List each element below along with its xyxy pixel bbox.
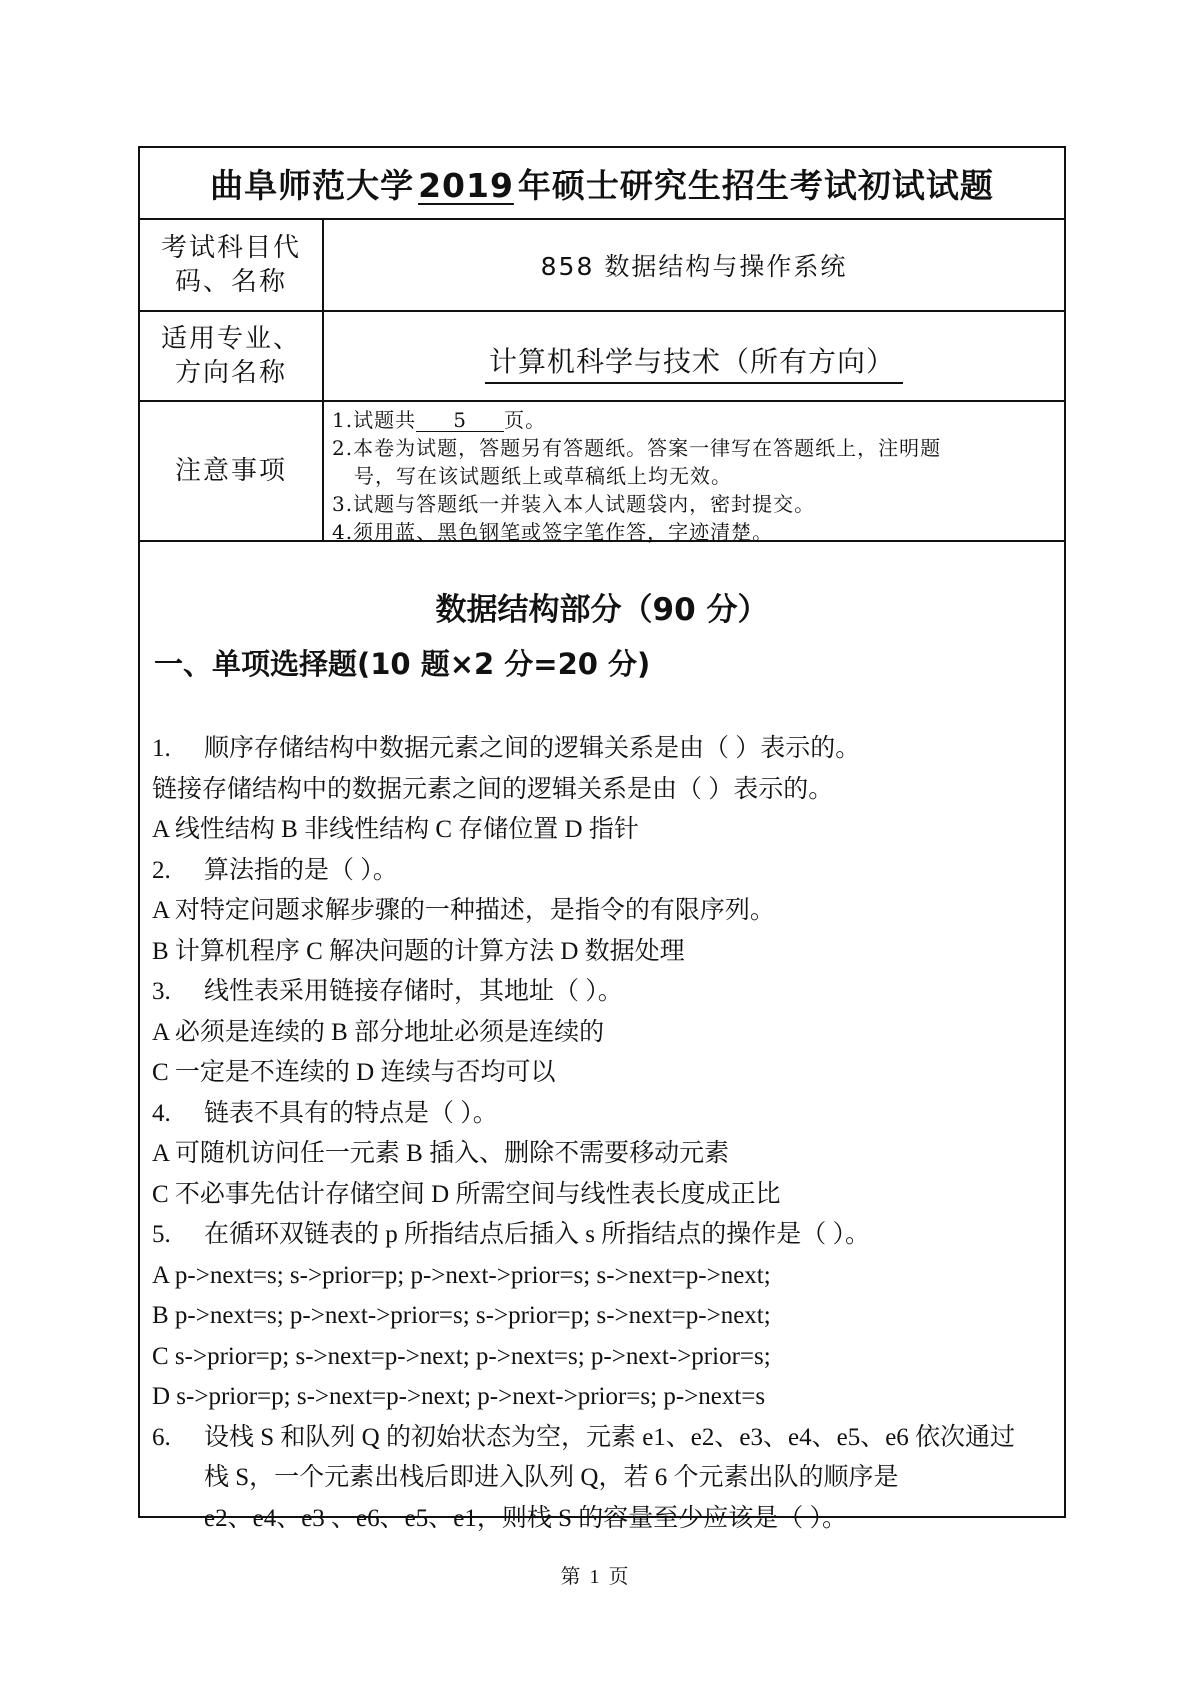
- note-1-prefix: 1.试题共: [332, 408, 417, 432]
- page-footer: 第 1 页: [560, 1566, 631, 1588]
- question-6-line3: e2、e4、e3 、e6、e5、e1，则栈 S 的容量至少应该是（ ）。: [204, 1504, 847, 1532]
- question-2: [152, 851, 1056, 892]
- question-3: [152, 972, 1056, 1013]
- note-3: 3.试题与答题纸一并装入本人试题袋内，密封提交。: [332, 492, 816, 516]
- question-2-options-bcd: B 计算机程序 C 解决问题的计算方法 D 数据处理: [152, 937, 685, 965]
- notes-label: 注意事项: [140, 402, 324, 540]
- subject-value-cell: [324, 220, 1064, 310]
- question-text: 设栈 S 和队列 Q 的初始状态为空，元素 e1、e2、e3、e4、e5、e6 依次通过: [204, 1423, 1016, 1451]
- question-4-options-ab: A 可随机访问任一元素 B 插入、删除不需要移动元素: [152, 1140, 730, 1167]
- note-1-suffix: 页。: [504, 408, 547, 432]
- question-4: [152, 1094, 1056, 1135]
- question-1-line2: 链接存储结构中的数据元素之间的逻辑关系是由（ ）表示的。: [152, 775, 834, 803]
- question-text: 顺序存储结构中数据元素之间的逻辑关系是由（ ）表示的。: [204, 735, 861, 762]
- question-number: 2.: [152, 856, 171, 884]
- note-4: 4.须用蓝、黑色钢笔或签字笔作答，字迹清楚。: [332, 520, 774, 544]
- major-value: 计算机科学与技术（所有方向）: [485, 340, 903, 384]
- question-number: 5.: [152, 1221, 171, 1248]
- title-suffix: 年硕士研究生招生考试初试试题: [517, 165, 994, 205]
- question-3-options-cd: C 一定是不连续的 D 连续与否均可以: [152, 1059, 556, 1086]
- subject-label-line2: 码、名称: [174, 267, 287, 297]
- question-number: 4.: [152, 1099, 171, 1127]
- exam-title: [210, 160, 994, 207]
- question-number: 6.: [152, 1423, 171, 1451]
- question-text: 线性表采用链接存储时，其地址（ ）。: [204, 978, 623, 1005]
- question-4-options-cd: C 不必事先估计存储空间 D 所需空间与线性表长度成正比: [152, 1180, 781, 1208]
- title-year: 2019: [418, 165, 514, 205]
- major-label: [140, 312, 324, 400]
- subject-label: [140, 220, 324, 310]
- subject-value: 858 数据结构与操作系统: [540, 252, 848, 281]
- title-university: 曲阜师范大学: [210, 165, 415, 205]
- question-6: [152, 1418, 1056, 1459]
- exam-frame: [138, 146, 1066, 1532]
- question-6-line2: 栈 S，一个元素出栈后即进入队列 Q，若 6 个元素出队的顺序是: [204, 1464, 899, 1491]
- question-text: 算法指的是（ ）。: [204, 856, 398, 884]
- question-2-option-a: A 对特定问题求解步骤的一种描述，是指令的有限序列。: [152, 897, 775, 924]
- subject-label-line1: 考试科目代: [160, 233, 301, 263]
- part-title: 一、单项选择题(10 题×2 分=20 分): [154, 647, 651, 681]
- notes-row: [140, 402, 1064, 542]
- page-count: 5: [416, 409, 504, 432]
- notes-list: [332, 406, 1050, 546]
- question-5: [152, 1215, 1056, 1256]
- major-row: [140, 312, 1064, 402]
- note-2: 2.本卷为试题，答题另有答题纸。答案一律写在答题纸上，注明题: [332, 436, 942, 460]
- question-5-option-d: D s->prior=p; s->next=p->next; p->next->prior=s; p->next=s: [152, 1383, 766, 1410]
- title-row: [140, 148, 1064, 220]
- question-text: 在循环双链表的 p 所指结点后插入 s 所指结点的操作是（ ）。: [204, 1221, 870, 1248]
- question-5-option-c: C s->prior=p; s->next=p->next; p->next=s; p->next->prior=s;: [152, 1342, 771, 1370]
- question-5-option-b: B p->next=s; p->next->prior=s; s->prior=p; s->next=p->next;: [152, 1302, 771, 1329]
- question-5-option-a: A p->next=s; s->prior=p; p->next->prior=s; s->next=p->next;: [152, 1261, 771, 1289]
- major-label-line2: 方向名称: [174, 358, 287, 388]
- major-value-cell: [324, 312, 1064, 400]
- question-1: [152, 729, 1056, 770]
- question-list: [152, 729, 1056, 1539]
- note-1: [332, 406, 1050, 434]
- question-text: 链表不具有的特点是（ ）。: [204, 1099, 498, 1127]
- question-3-options-ab: A 必须是连续的 B 部分地址必须是连续的: [152, 1018, 605, 1046]
- major-label-line1: 适用专业、: [160, 324, 301, 354]
- note-2-cont: 号，写在该试题纸上或草稿纸上均无效。: [354, 464, 732, 488]
- section-title: 数据结构部分（90 分）: [435, 592, 769, 628]
- subject-row: [140, 220, 1064, 312]
- question-1-options: A 线性结构 B 非线性结构 C 存储位置 D 指针: [152, 816, 639, 843]
- question-number: 3.: [152, 978, 171, 1005]
- question-number: 1.: [152, 735, 171, 762]
